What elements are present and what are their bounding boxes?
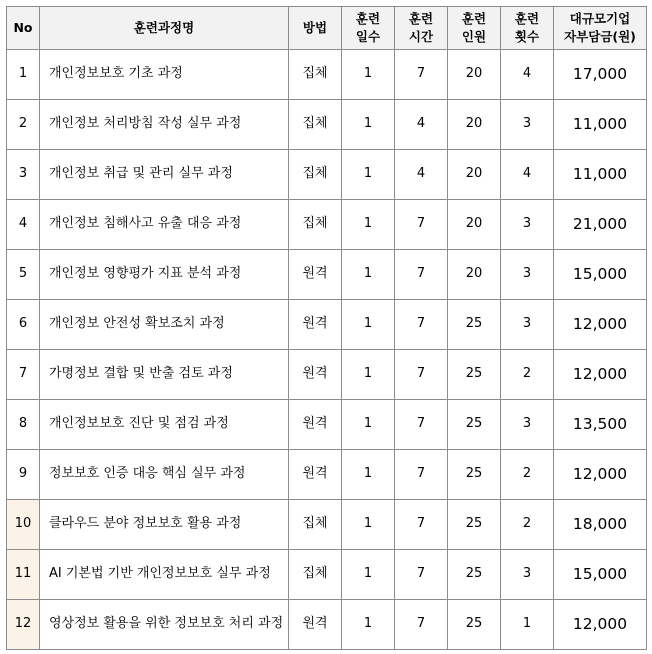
cell-method: 집체 [289,550,342,600]
cell-days: 1 [342,50,395,100]
cell-hours: 7 [395,350,448,400]
cell-hours: 4 [395,150,448,200]
header-hours [395,7,448,50]
cell-people: 20 [448,50,501,100]
cell-hours: 7 [395,200,448,250]
cell-cost: 15,000 [554,250,647,300]
header-count-line2: 횟수 [514,29,540,44]
cell-cost: 18,000 [554,500,647,550]
header-cost-line2: 자부담금(원) [564,29,636,44]
cell-cost: 12,000 [554,300,647,350]
cell-people: 20 [448,150,501,200]
header-no: No [7,7,40,50]
cell-method: 원격 [289,300,342,350]
cell-days: 1 [342,600,395,650]
cell-days: 1 [342,250,395,300]
header-cost-line1: 대규모기업 [569,10,631,26]
cell-count: 3 [501,400,554,450]
cell-hours: 4 [395,100,448,150]
cell-count: 4 [501,150,554,200]
cell-course-name: 클라우드 분야 정보보호 활용 과정 [40,500,289,550]
cell-hours: 7 [395,500,448,550]
cell-hours: 7 [395,250,448,300]
cell-people: 20 [448,100,501,150]
cell-count: 1 [501,600,554,650]
cell-no: 5 [7,250,40,300]
cell-count: 2 [501,450,554,500]
cell-no: 4 [7,200,40,250]
table-row [7,150,647,200]
cell-people: 25 [448,300,501,350]
cell-course-name: 개인정보 처리방침 작성 실무 과정 [40,100,289,150]
cell-no: 2 [7,100,40,150]
header-count [501,7,554,50]
cell-method: 집체 [289,100,342,150]
cell-people: 25 [448,400,501,450]
table-row [7,400,647,450]
cell-count: 3 [501,250,554,300]
header-method: 방법 [289,7,342,50]
header-count-line1: 훈련 [514,10,540,26]
cell-no: 11 [7,550,40,600]
cell-method: 원격 [289,400,342,450]
cell-no: 12 [7,600,40,650]
cell-course-name: 개인정보보호 진단 및 점검 과정 [40,400,289,450]
cell-count: 4 [501,50,554,100]
cell-cost: 17,000 [554,50,647,100]
cell-method: 원격 [289,600,342,650]
cell-course-name: 개인정보 영향평가 지표 분석 과정 [40,250,289,300]
table-row [7,500,647,550]
cell-course-name: AI 기본법 기반 개인정보보호 실무 과정 [40,550,289,600]
course-table-container [6,6,647,650]
table-row [7,350,647,400]
table-row [7,600,647,650]
cell-cost: 12,000 [554,600,647,650]
header-days-line1: 훈련 [355,10,381,26]
table-row [7,300,647,350]
cell-days: 1 [342,450,395,500]
cell-days: 1 [342,150,395,200]
table-row [7,100,647,150]
cell-days: 1 [342,500,395,550]
cell-hours: 7 [395,450,448,500]
cell-count: 3 [501,550,554,600]
cell-course-name: 영상정보 활용을 위한 정보보호 처리 과정 [40,600,289,650]
header-days [342,7,395,50]
header-days-line2: 일수 [355,29,381,44]
cell-cost: 12,000 [554,350,647,400]
table-row [7,550,647,600]
cell-no: 1 [7,50,40,100]
table-row [7,200,647,250]
cell-method: 원격 [289,450,342,500]
cell-course-name: 정보보호 인증 대응 핵심 실무 과정 [40,450,289,500]
cell-no: 6 [7,300,40,350]
header-people-line2: 인원 [461,29,487,44]
cell-cost: 13,500 [554,400,647,450]
cell-cost: 11,000 [554,150,647,200]
cell-hours: 7 [395,600,448,650]
cell-method: 집체 [289,50,342,100]
cell-hours: 7 [395,400,448,450]
cell-course-name: 개인정보 취급 및 관리 실무 과정 [40,150,289,200]
cell-people: 25 [448,550,501,600]
cell-people: 20 [448,200,501,250]
cell-no: 8 [7,400,40,450]
cell-cost: 11,000 [554,100,647,150]
cell-no: 10 [7,500,40,550]
cell-count: 3 [501,200,554,250]
header-cost [554,7,647,50]
table-row [7,450,647,500]
cell-course-name: 가명정보 결합 및 반출 검토 과정 [40,350,289,400]
cell-method: 집체 [289,500,342,550]
header-course-name: 훈련과정명 [40,7,289,50]
header-hours-line2: 시간 [408,29,434,44]
cell-people: 25 [448,500,501,550]
cell-days: 1 [342,100,395,150]
cell-hours: 7 [395,300,448,350]
cell-days: 1 [342,200,395,250]
cell-count: 3 [501,100,554,150]
cell-course-name: 개인정보 안전성 확보조치 과정 [40,300,289,350]
cell-no: 9 [7,450,40,500]
cell-cost: 15,000 [554,550,647,600]
table-body [7,50,647,650]
cell-method: 집체 [289,200,342,250]
table-row [7,50,647,100]
cell-count: 2 [501,500,554,550]
cell-people: 25 [448,600,501,650]
cell-days: 1 [342,550,395,600]
table-header [7,7,647,50]
cell-people: 20 [448,250,501,300]
cell-count: 3 [501,300,554,350]
cell-hours: 7 [395,550,448,600]
cell-hours: 7 [395,50,448,100]
course-table [6,6,647,650]
cell-method: 원격 [289,250,342,300]
cell-people: 25 [448,450,501,500]
cell-people: 25 [448,350,501,400]
header-row [7,7,647,50]
cell-days: 1 [342,400,395,450]
cell-method: 집체 [289,150,342,200]
cell-no: 3 [7,150,40,200]
cell-cost: 21,000 [554,200,647,250]
header-hours-line1: 훈련 [408,10,434,26]
cell-no: 7 [7,350,40,400]
header-people [448,7,501,50]
cell-count: 2 [501,350,554,400]
cell-method: 원격 [289,350,342,400]
cell-course-name: 개인정보보호 기초 과정 [40,50,289,100]
cell-cost: 12,000 [554,450,647,500]
cell-course-name: 개인정보 침해사고 유출 대응 과정 [40,200,289,250]
header-people-line1: 훈련 [461,10,487,26]
cell-days: 1 [342,300,395,350]
cell-days: 1 [342,350,395,400]
table-row [7,250,647,300]
